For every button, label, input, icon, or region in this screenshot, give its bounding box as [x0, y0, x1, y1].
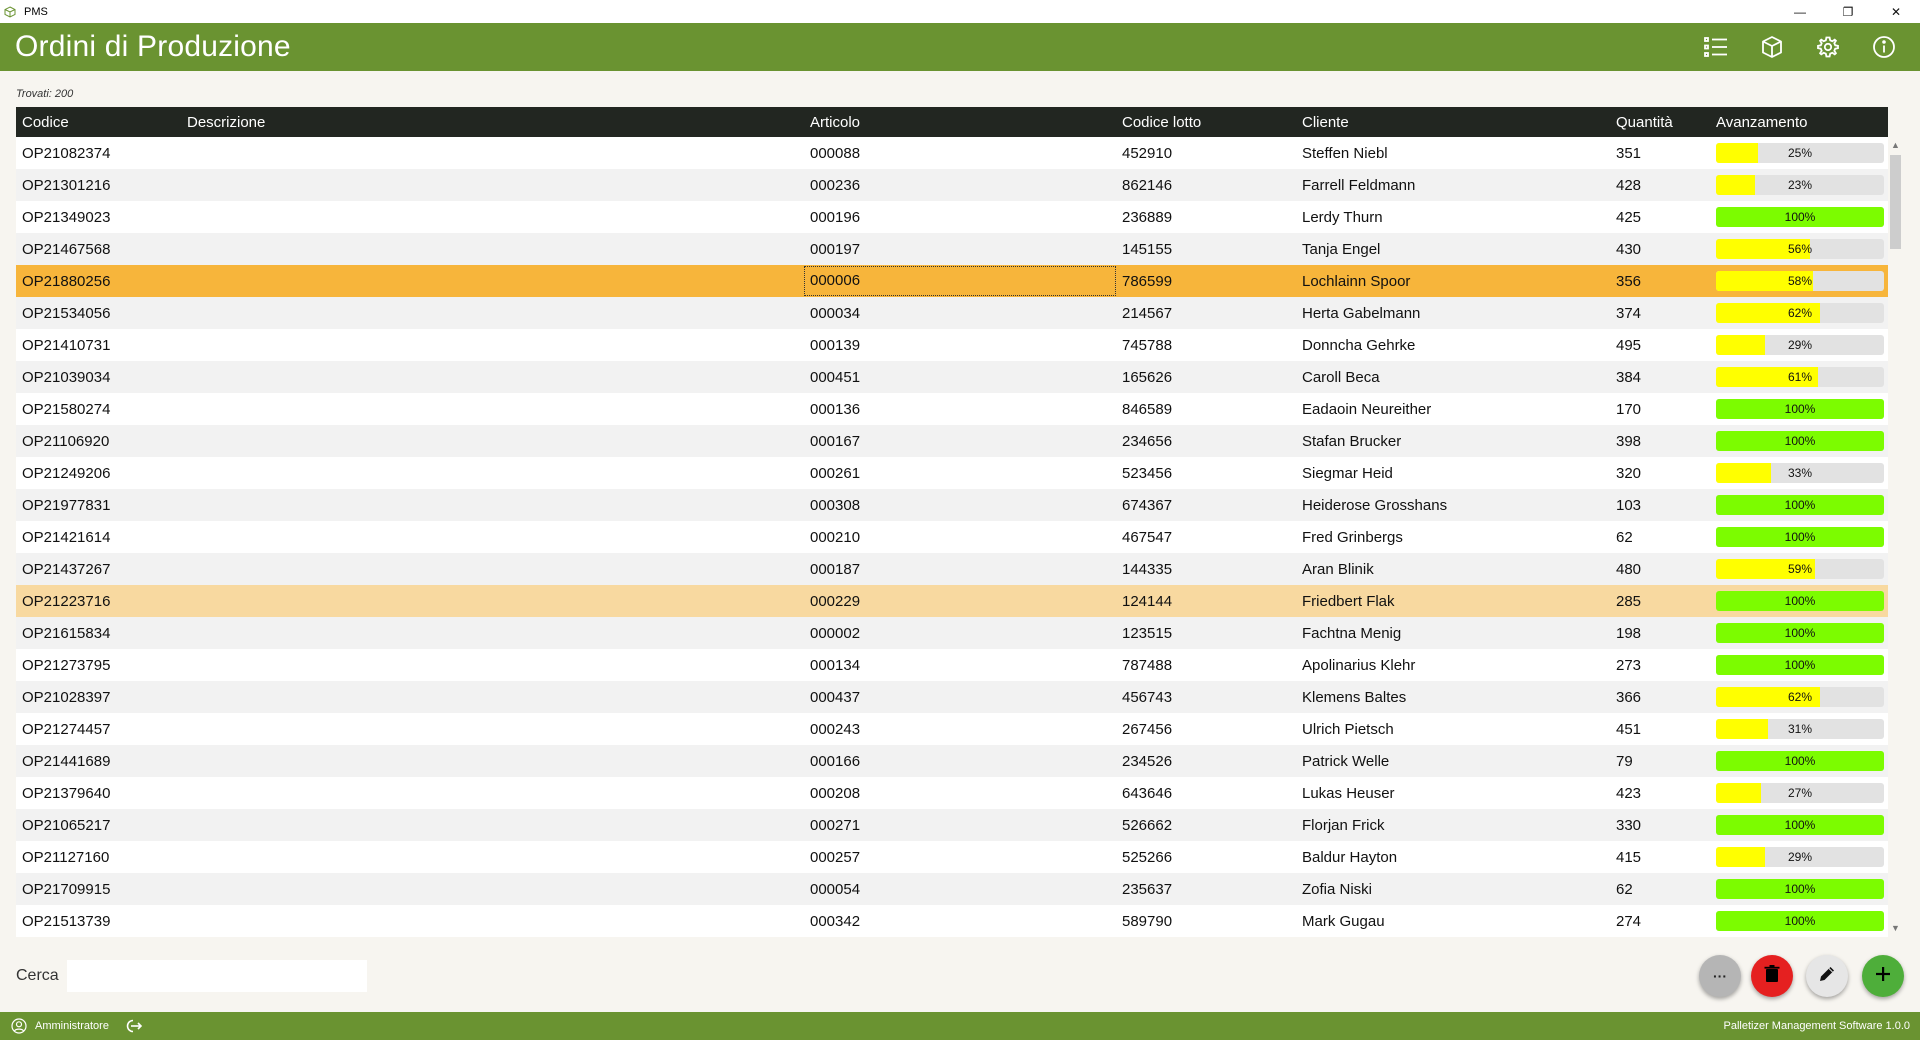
cell-codice: OP21028397: [22, 688, 111, 706]
maximize-button[interactable]: ❐: [1842, 4, 1854, 19]
cell-cliente: Patrick Welle: [1302, 752, 1390, 770]
cell-cliente: Steffen Niebl: [1302, 144, 1388, 162]
window-titlebar: [0, 0, 1920, 23]
box-icon[interactable]: [1744, 23, 1800, 71]
plus-icon: [1874, 965, 1892, 988]
cell-quantita: 170: [1616, 400, 1642, 418]
cell-avanzamento: [1710, 815, 1888, 835]
progress-label: 100%: [1784, 754, 1816, 768]
cell-articolo: 000187: [810, 560, 861, 578]
progress-bar: [1716, 527, 1884, 547]
cell-avanzamento: [1710, 655, 1888, 675]
cell-codice: OP21580274: [22, 400, 111, 418]
pencil-icon: [1818, 965, 1836, 988]
cell-codice-lotto: 236889: [1122, 208, 1173, 226]
table-row[interactable]: [16, 905, 1888, 937]
cell-codice: OP21082374: [22, 144, 111, 162]
progress-label: 100%: [1784, 914, 1816, 928]
table-row[interactable]: [16, 201, 1888, 233]
progress-bar: [1716, 303, 1884, 323]
cell-cliente: Eadaoin Neureither: [1302, 400, 1432, 418]
progress-label: 59%: [1787, 562, 1813, 576]
cell-cliente: Fred Grinbergs: [1302, 528, 1403, 546]
column-header-avanzamento[interactable]: Avanzamento: [1716, 113, 1808, 131]
cell-codice-lotto: 674367: [1122, 496, 1173, 514]
cell-avanzamento: [1710, 495, 1888, 515]
cell-codice-lotto: 214567: [1122, 304, 1173, 322]
logout-icon[interactable]: [123, 1018, 143, 1034]
cell-codice-lotto: 523456: [1122, 464, 1173, 482]
cell-codice: OP21437267: [22, 560, 111, 578]
cell-codice: OP21065217: [22, 816, 111, 834]
cell-articolo: 000054: [810, 880, 861, 898]
cell-codice: OP21513739: [22, 912, 111, 930]
progress-label: 100%: [1784, 434, 1816, 448]
cell-codice: OP21349023: [22, 208, 111, 226]
table-row[interactable]: [16, 329, 1888, 361]
cell-quantita: 274: [1616, 912, 1642, 930]
cell-avanzamento: [1710, 527, 1888, 547]
cell-cliente: Tanja Engel: [1302, 240, 1381, 258]
cell-avanzamento: [1710, 463, 1888, 483]
cell-articolo: 000308: [810, 496, 861, 514]
table-row[interactable]: [16, 489, 1888, 521]
progress-bar: [1716, 911, 1884, 931]
progress-bar: [1716, 367, 1884, 387]
delete-button[interactable]: [1751, 955, 1793, 997]
cell-quantita: 480: [1616, 560, 1642, 578]
user-name: Amministratore: [35, 1020, 109, 1032]
cell-codice: OP21534056: [22, 304, 111, 322]
cell-codice-lotto: 589790: [1122, 912, 1173, 930]
cell-avanzamento: [1710, 271, 1888, 291]
table-row[interactable]: [16, 617, 1888, 649]
column-header-quantita[interactable]: Quantità: [1616, 113, 1673, 131]
cell-avanzamento: [1710, 879, 1888, 899]
scroll-down-icon[interactable]: ▼: [1891, 923, 1900, 933]
info-icon[interactable]: [1856, 23, 1912, 71]
progress-label: 29%: [1787, 338, 1813, 352]
cell-codice: OP21039034: [22, 368, 111, 386]
progress-label: 100%: [1784, 594, 1816, 608]
app-logo-icon: [4, 5, 18, 19]
progress-bar: [1716, 655, 1884, 675]
cell-quantita: 285: [1616, 592, 1642, 610]
cell-codice-lotto: 643646: [1122, 784, 1173, 802]
progress-bar: [1716, 687, 1884, 707]
close-button[interactable]: ✕: [1890, 4, 1902, 19]
status-bar: [0, 1012, 1920, 1040]
table-row[interactable]: [16, 777, 1888, 809]
cell-quantita: 374: [1616, 304, 1642, 322]
cell-codice-lotto: 267456: [1122, 720, 1173, 738]
cell-quantita: 366: [1616, 688, 1642, 706]
cell-codice-lotto: 165626: [1122, 368, 1173, 386]
column-header-codice[interactable]: Codice: [22, 113, 69, 131]
cell-cliente: Mark Gugau: [1302, 912, 1385, 930]
cell-cliente: Aran Blinik: [1302, 560, 1374, 578]
progress-label: 56%: [1787, 242, 1813, 256]
cell-cliente: Florjan Frick: [1302, 816, 1385, 834]
cell-articolo: 000166: [810, 752, 861, 770]
table-row[interactable]: [16, 745, 1888, 777]
cell-articolo: 000437: [810, 688, 861, 706]
table-row[interactable]: [16, 585, 1888, 617]
progress-label: 100%: [1784, 818, 1816, 832]
table-scrollbar[interactable]: [1887, 137, 1904, 937]
cell-articolo: 000034: [810, 304, 861, 322]
scroll-up-icon[interactable]: ▲: [1891, 140, 1900, 150]
cell-avanzamento: [1710, 431, 1888, 451]
cell-articolo: 000210: [810, 528, 861, 546]
cell-articolo: 000002: [810, 624, 861, 642]
progress-bar: [1716, 815, 1884, 835]
cell-codice: OP21127160: [22, 848, 110, 866]
column-header-articolo[interactable]: Articolo: [810, 113, 861, 131]
cell-articolo: 000134: [810, 656, 861, 674]
progress-bar: [1716, 239, 1884, 259]
cell-codice-lotto: 234656: [1122, 432, 1173, 450]
progress-label: 100%: [1784, 210, 1816, 224]
cell-codice: OP21615834: [22, 624, 111, 642]
cell-cliente: Klemens Baltes: [1302, 688, 1407, 706]
cell-codice: OP21223716: [22, 592, 111, 610]
cell-codice: OP21301216: [22, 176, 111, 194]
cell-codice: OP21709915: [22, 880, 111, 898]
cell-codice: OP21441689: [22, 752, 111, 770]
cell-avanzamento: [1710, 143, 1888, 163]
cell-cliente: Lukas Heuser: [1302, 784, 1395, 802]
table-header: [16, 107, 1888, 137]
cell-cliente: Donncha Gehrke: [1302, 336, 1416, 354]
search-input[interactable]: [67, 960, 367, 992]
table-row[interactable]: [16, 265, 1888, 297]
cell-articolo: 000136: [810, 400, 861, 418]
app-name: PMS: [24, 5, 48, 18]
cell-quantita: 495: [1616, 336, 1642, 354]
cell-codice-lotto: 144335: [1122, 560, 1173, 578]
cell-cliente: Herta Gabelmann: [1302, 304, 1421, 322]
cell-articolo: 000257: [810, 848, 861, 866]
progress-bar: [1716, 431, 1884, 451]
progress-label: 58%: [1787, 274, 1813, 288]
user-icon: [11, 1018, 27, 1034]
cell-codice-lotto: 525266: [1122, 848, 1173, 866]
cell-articolo: 000451: [810, 368, 861, 386]
cell-avanzamento: [1710, 719, 1888, 739]
cell-codice: OP21421614: [22, 528, 111, 546]
app-version: Palletizer Management Software 1.0.0: [1723, 1020, 1910, 1032]
cell-avanzamento: [1710, 623, 1888, 643]
progress-bar: [1716, 271, 1884, 291]
column-header-descrizione[interactable]: Descrizione: [187, 113, 266, 131]
page-title: Ordini di Produzione: [15, 30, 291, 63]
progress-label: 100%: [1784, 402, 1816, 416]
cell-quantita: 425: [1616, 208, 1642, 226]
cell-cliente: Stafan Brucker: [1302, 432, 1402, 450]
minimize-button[interactable]: —: [1794, 4, 1806, 19]
table-row[interactable]: [16, 457, 1888, 489]
cell-quantita: 451: [1616, 720, 1642, 738]
progress-label: 100%: [1784, 498, 1816, 512]
progress-bar: [1716, 175, 1884, 195]
progress-label: 100%: [1784, 882, 1816, 896]
orders-table: [16, 107, 1888, 937]
cell-quantita: 423: [1616, 784, 1642, 802]
app-header: [0, 23, 1920, 71]
cell-avanzamento: [1710, 847, 1888, 867]
cell-cliente: Zofia Niski: [1302, 880, 1373, 898]
table-row[interactable]: [16, 425, 1888, 457]
cell-codice-lotto: 123515: [1122, 624, 1173, 642]
cell-codice: OP21977831: [22, 496, 111, 514]
cell-quantita: 320: [1616, 464, 1642, 482]
cell-quantita: 198: [1616, 624, 1642, 642]
cell-codice-lotto: 846589: [1122, 400, 1173, 418]
cell-avanzamento: [1710, 783, 1888, 803]
cell-avanzamento: [1710, 687, 1888, 707]
cell-articolo: 000167: [810, 432, 861, 450]
cell-avanzamento: [1710, 175, 1888, 195]
cell-cliente: Lochlainn Spoor: [1302, 272, 1411, 290]
table-row[interactable]: [16, 841, 1888, 873]
progress-label: 61%: [1787, 370, 1813, 384]
progress-bar: [1716, 751, 1884, 771]
cell-codice: OP21467568: [22, 240, 111, 258]
cell-articolo: 000229: [810, 592, 861, 610]
table-row[interactable]: [16, 169, 1888, 201]
search-label: Cerca: [16, 967, 59, 984]
cell-articolo: 000197: [810, 240, 861, 258]
column-header-codice-lotto[interactable]: Codice lotto: [1122, 113, 1202, 131]
cell-articolo: 000208: [810, 784, 861, 802]
scrollbar-thumb[interactable]: [1890, 155, 1901, 249]
progress-bar: [1716, 719, 1884, 739]
table-row[interactable]: [16, 809, 1888, 841]
cell-articolo: 000342: [810, 912, 861, 930]
progress-label: 33%: [1787, 466, 1813, 480]
progress-bar: [1716, 783, 1884, 803]
cell-cliente: Lerdy Thurn: [1302, 208, 1383, 226]
cell-cliente: Heiderose Grosshans: [1302, 496, 1448, 514]
cell-codice-lotto: 786599: [1122, 272, 1173, 290]
cell-avanzamento: [1710, 591, 1888, 611]
results-count: Trovati: 200: [16, 88, 74, 100]
cell-codice-lotto: 862146: [1122, 176, 1173, 194]
cell-articolo: 000196: [810, 208, 861, 226]
cell-quantita: 398: [1616, 432, 1642, 450]
cell-quantita: 330: [1616, 816, 1642, 834]
cell-quantita: 273: [1616, 656, 1642, 674]
progress-label: 62%: [1787, 306, 1813, 320]
more-icon: ···: [1713, 968, 1727, 984]
table-row[interactable]: [16, 137, 1888, 169]
cell-codice-lotto: 235637: [1122, 880, 1173, 898]
progress-label: 100%: [1784, 530, 1816, 544]
progress-label: 27%: [1787, 786, 1813, 800]
progress-label: 62%: [1787, 690, 1813, 704]
cell-articolo: 000261: [810, 464, 861, 482]
cell-quantita: 351: [1616, 144, 1642, 162]
progress-bar: [1716, 143, 1884, 163]
cell-codice-lotto: 787488: [1122, 656, 1173, 674]
progress-label: 31%: [1787, 722, 1813, 736]
trash-icon: [1764, 965, 1780, 988]
list-icon[interactable]: [1688, 23, 1744, 71]
cell-avanzamento: [1710, 559, 1888, 579]
progress-label: 100%: [1784, 626, 1816, 640]
cell-codice: OP21880256: [22, 272, 111, 290]
cell-articolo: 000006: [804, 266, 1116, 296]
progress-bar: [1716, 879, 1884, 899]
cell-codice-lotto: 467547: [1122, 528, 1173, 546]
cell-avanzamento: [1710, 911, 1888, 931]
cell-quantita: 62: [1616, 528, 1633, 546]
cell-quantita: 103: [1616, 496, 1642, 514]
cell-quantita: 428: [1616, 176, 1642, 194]
progress-bar: [1716, 623, 1884, 643]
cell-quantita: 415: [1616, 848, 1642, 866]
cell-codice-lotto: 124144: [1122, 592, 1173, 610]
table-row[interactable]: [16, 713, 1888, 745]
cell-cliente: Fachtna Menig: [1302, 624, 1402, 642]
cell-codice: OP21410731: [22, 336, 111, 354]
progress-bar: [1716, 207, 1884, 227]
cell-quantita: 430: [1616, 240, 1642, 258]
cell-cliente: Baldur Hayton: [1302, 848, 1398, 866]
progress-bar: [1716, 495, 1884, 515]
table-row[interactable]: [16, 393, 1888, 425]
cell-cliente: Siegmar Heid: [1302, 464, 1393, 482]
cell-articolo: 000271: [810, 816, 861, 834]
table-row[interactable]: [16, 553, 1888, 585]
cell-articolo: 000236: [810, 176, 861, 194]
table-body: [16, 137, 1888, 937]
cell-quantita: 79: [1616, 752, 1633, 770]
gear-icon[interactable]: [1800, 23, 1856, 71]
cell-articolo: 000243: [810, 720, 861, 738]
cell-avanzamento: [1710, 751, 1888, 771]
cell-codice-lotto: 145155: [1122, 240, 1173, 258]
cell-cliente: Farrell Feldmann: [1302, 176, 1416, 194]
cell-articolo: 000088: [810, 144, 861, 162]
table-row[interactable]: [16, 297, 1888, 329]
progress-bar: [1716, 847, 1884, 867]
cell-codice-lotto: 745788: [1122, 336, 1173, 354]
cell-avanzamento: [1710, 399, 1888, 419]
table-row[interactable]: [16, 649, 1888, 681]
cell-cliente: Friedbert Flak: [1302, 592, 1395, 610]
cell-articolo: 000139: [810, 336, 861, 354]
cell-codice: OP21249206: [22, 464, 111, 482]
add-button[interactable]: [1862, 955, 1904, 997]
progress-label: 25%: [1787, 146, 1813, 160]
cell-quantita: 62: [1616, 880, 1633, 898]
cell-codice-lotto: 234526: [1122, 752, 1173, 770]
cell-avanzamento: [1710, 239, 1888, 259]
cell-avanzamento: [1710, 335, 1888, 355]
column-header-cliente[interactable]: Cliente: [1302, 113, 1349, 131]
progress-bar: [1716, 335, 1884, 355]
edit-button[interactable]: [1806, 955, 1848, 997]
progress-bar: [1716, 399, 1884, 419]
progress-label: 23%: [1787, 178, 1813, 192]
progress-label: 100%: [1784, 658, 1816, 672]
cell-cliente: Caroll Beca: [1302, 368, 1380, 386]
cell-codice-lotto: 452910: [1122, 144, 1173, 162]
cell-avanzamento: [1710, 367, 1888, 387]
cell-codice-lotto: 456743: [1122, 688, 1173, 706]
progress-bar: [1716, 463, 1884, 483]
cell-codice-lotto: 526662: [1122, 816, 1173, 834]
progress-bar: [1716, 591, 1884, 611]
cell-avanzamento: [1710, 303, 1888, 323]
cell-codice: OP21106920: [22, 432, 110, 450]
cell-cliente: Ulrich Pietsch: [1302, 720, 1394, 738]
table-row[interactable]: [16, 361, 1888, 393]
table-row[interactable]: [16, 233, 1888, 265]
cell-cliente: Apolinarius Klehr: [1302, 656, 1416, 674]
cell-quantita: 356: [1616, 272, 1642, 290]
cell-codice: OP21273795: [22, 656, 111, 674]
cell-codice: OP21379640: [22, 784, 111, 802]
table-row[interactable]: [16, 521, 1888, 553]
table-row[interactable]: [16, 681, 1888, 713]
progress-label: 29%: [1787, 850, 1813, 864]
cell-avanzamento: [1710, 207, 1888, 227]
cell-codice: OP21274457: [22, 720, 111, 738]
more-button[interactable]: [1699, 955, 1741, 997]
cell-quantita: 384: [1616, 368, 1642, 386]
progress-bar: [1716, 559, 1884, 579]
table-row[interactable]: [16, 873, 1888, 905]
